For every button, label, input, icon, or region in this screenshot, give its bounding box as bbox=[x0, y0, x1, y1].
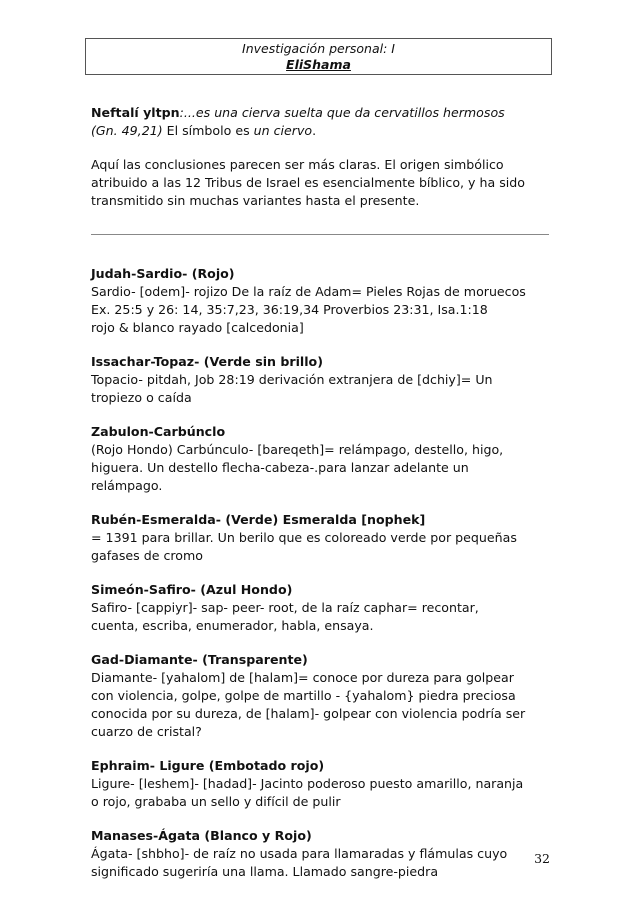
entry-line: Diamante- [yahalom] de [halam]= conoce por dureza para golpear bbox=[91, 670, 514, 685]
tribe-entry bbox=[91, 757, 551, 811]
intro-symbol-end: . bbox=[312, 123, 317, 138]
entry-line: higuera. Un destello flecha-cabeza-.para lanzar adelante un bbox=[91, 460, 469, 475]
entry-title: Zabulon-Carbúnclo bbox=[91, 424, 226, 439]
entry-line: rojo & blanco rayado [calcedonia] bbox=[91, 320, 304, 335]
entry-line: cuarzo de cristal? bbox=[91, 724, 202, 739]
entry-title: Rubén-Esmeralda- (Verde) Esmeralda [nophek] bbox=[91, 512, 426, 527]
entry-line: tropiezo o caída bbox=[91, 390, 192, 405]
entry-line: Ex. 25:5 y 26: 14, 35:7,23, 36:19,34 Proverbios 23:31, Isa.1:18 bbox=[91, 302, 488, 317]
intro-quote: :...es una cierva suelta que da cervatillos hermosos bbox=[179, 105, 505, 120]
tribe-entry bbox=[91, 581, 551, 635]
entry-line: o rojo, grababa un sello y difícil de pulir bbox=[91, 794, 341, 809]
header-author: EliShama bbox=[286, 57, 351, 72]
intro-reference: (Gn. 49,21) bbox=[91, 123, 163, 138]
tribe-entry bbox=[91, 651, 551, 741]
intro-symbol: un ciervo bbox=[253, 123, 313, 138]
entry-title: Issachar-Topaz- (Verde sin brillo) bbox=[91, 354, 323, 369]
tribe-entry bbox=[91, 353, 551, 407]
intro-paragraph: Aquí las conclusiones parecen ser más claras. El origen simbólico atribuido a las 12 Tribus de Israel es esencialmente bíblico, y ha sido transmitido sin muchas variantes hasta el presente. bbox=[91, 157, 525, 208]
section-divider bbox=[91, 234, 549, 235]
document-body bbox=[91, 104, 551, 897]
page-number: 32 bbox=[534, 851, 550, 866]
intro-symbol-pre: El símbolo es bbox=[162, 123, 254, 138]
tribe-entry bbox=[91, 423, 551, 495]
entry-title: Ephraim- Ligure (Embotado rojo) bbox=[91, 758, 325, 773]
tribe-stone-list bbox=[91, 265, 551, 881]
entry-line: Sardio- [odem]- rojizo De la raíz de Adam= Pieles Rojas de moruecos bbox=[91, 284, 526, 299]
entry-title: Manases-Ágata (Blanco y Rojo) bbox=[91, 828, 312, 843]
entry-title: Simeón-Safiro- (Azul Hondo) bbox=[91, 582, 293, 597]
entry-line: conocida por su dureza, de [halam]- golpear con violencia podría ser bbox=[91, 706, 526, 721]
entry-line: relámpago. bbox=[91, 478, 163, 493]
intro-name: Neftalí yltpn bbox=[91, 105, 180, 120]
entry-line: gafases de cromo bbox=[91, 548, 203, 563]
page-header bbox=[85, 38, 552, 75]
intro-heading bbox=[91, 104, 551, 140]
header-title: Investigación personal: I bbox=[242, 41, 395, 56]
entry-title: Judah-Sardio- (Rojo) bbox=[91, 266, 235, 281]
entry-line: Topacio- pitdah, Job 28:19 derivación extranjera de [dchiy]= Un bbox=[91, 372, 493, 387]
entry-line: = 1391 para brillar. Un berilo que es coloreado verde por pequeñas bbox=[91, 530, 517, 545]
entry-title: Gad-Diamante- (Transparente) bbox=[91, 652, 308, 667]
entry-line: Safiro- [cappiyr]- sap- peer- root, de la raíz caphar= recontar, bbox=[91, 600, 479, 615]
tribe-entry bbox=[91, 827, 551, 881]
entry-line: Ligure- [leshem]- [hadad]- Jacinto poderoso puesto amarillo, naranja bbox=[91, 776, 524, 791]
entry-line: con violencia, golpe, golpe de martillo - {yahalom} piedra preciosa bbox=[91, 688, 516, 703]
entry-line: (Rojo Hondo) Carbúnculo- [bareqeth]= relámpago, destello, higo, bbox=[91, 442, 504, 457]
tribe-entry bbox=[91, 265, 551, 337]
tribe-entry bbox=[91, 511, 551, 565]
entry-line: significado sugeriría una llama. Llamado sangre-piedra bbox=[91, 864, 439, 879]
entry-line: Ágata- [shbho]- de raíz no usada para llamaradas y flámulas cuyo bbox=[91, 846, 508, 861]
entry-line: cuenta, escriba, enumerador, habla, ensaya. bbox=[91, 618, 374, 633]
